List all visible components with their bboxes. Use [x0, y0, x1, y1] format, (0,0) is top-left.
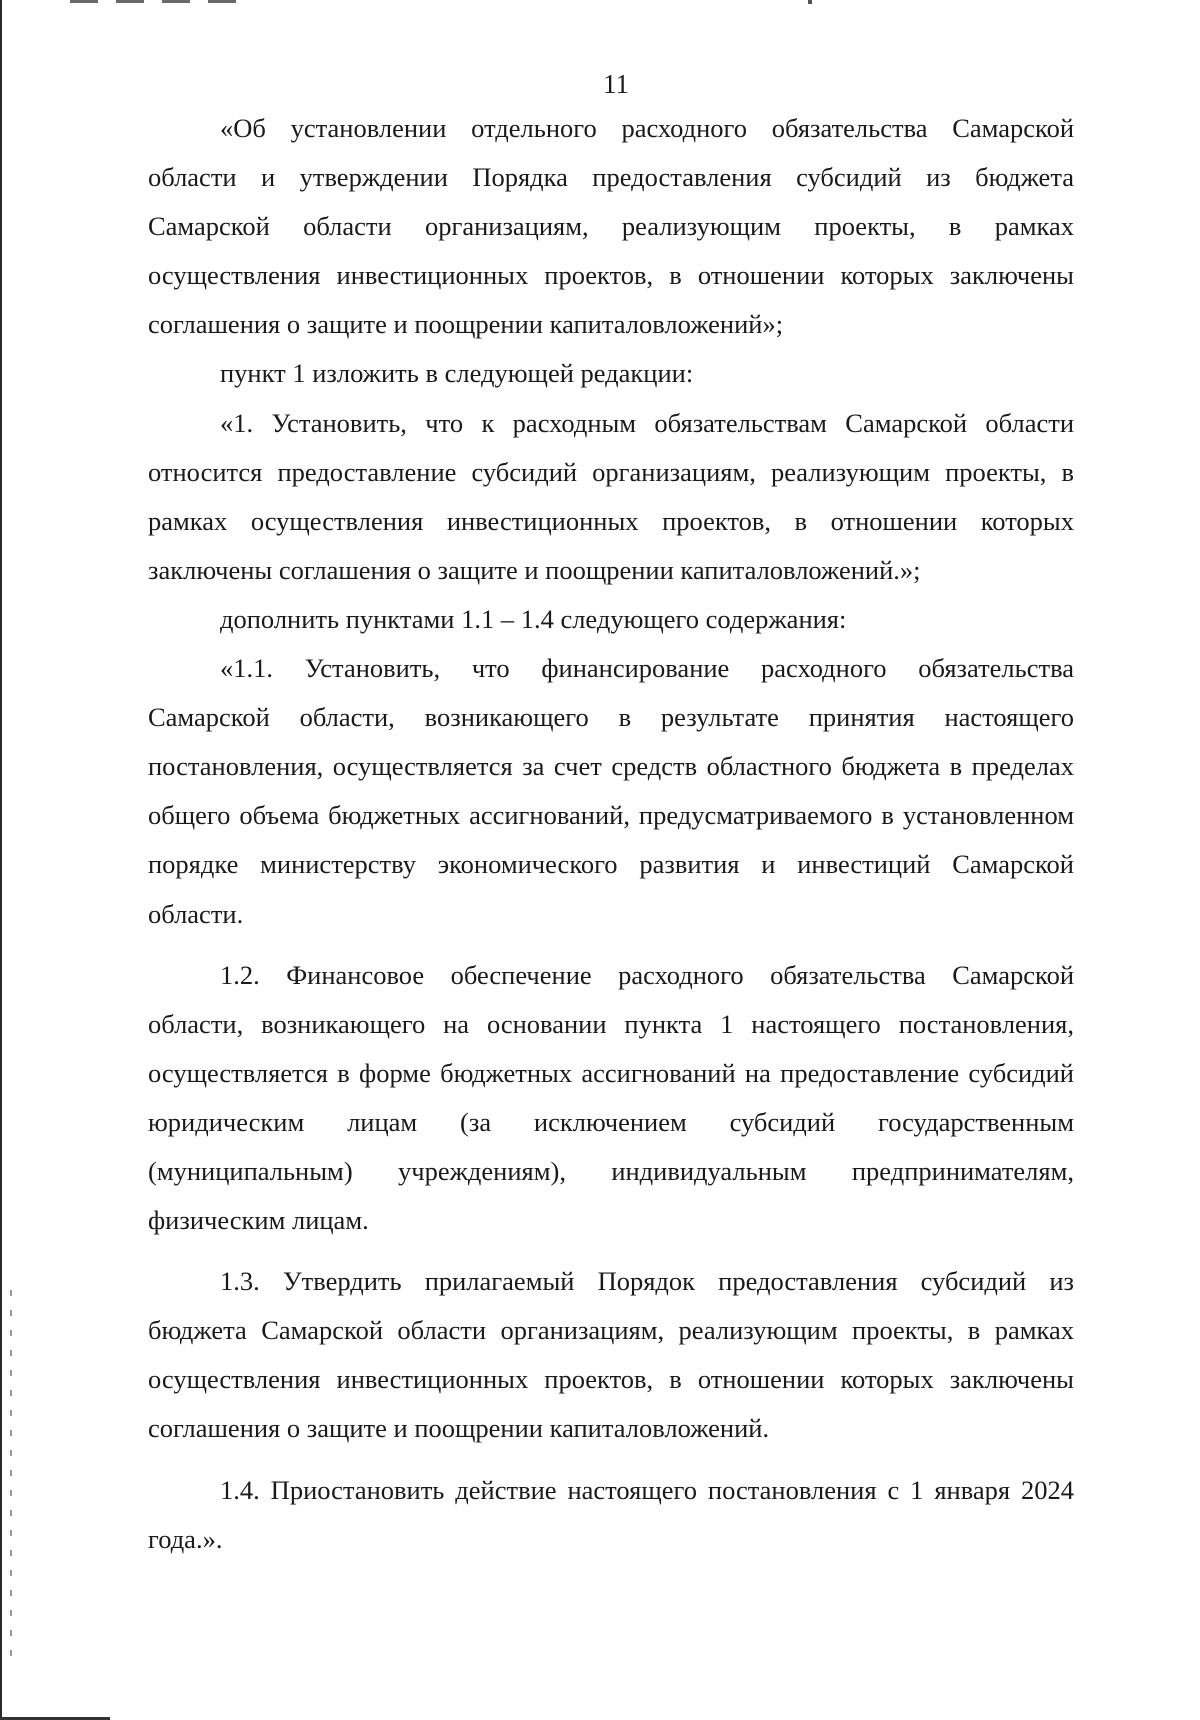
scan-artifact-dot: [808, 0, 812, 4]
paragraph-point-1-2: 1.2. Финансовое обеспечение расходного обязательства Самарской области, возникающего на основании пункта 1 настоящего постановления, осуществляется в форме бюджетных ассигнований на предоставление субсидий юридическим лицам (за исключением субсидий государственным (муниципальным) учреждениям), индивидуальным предпринимателям, физическим лицам.: [148, 959, 1074, 1236]
paragraph-title-quote: «Об установлении отдельного расходного обязательства Самарской области и утверждении Порядка предоставления субсидий из бюджета Самарской области организациям, реализующим проекты, в рамках осуществления инвестиционных проектов, в отношении которых заключены соглашения о защите и поощрении капиталовложений»;: [148, 113, 1074, 340]
scan-artifact-ticks: [10, 1290, 12, 1670]
document-body: [148, 104, 1074, 1564]
scan-edge: [0, 0, 2, 1720]
paragraph-add-points: дополнить пунктами 1.1 – 1.4 следующего содержания:: [220, 603, 847, 634]
scan-artifact-top: [70, 0, 250, 3]
paragraph-point-1-3: 1.3. Утвердить прилагаемый Порядок предоставления субсидий из бюджета Самарской области организациям, реализующим проекты, в рамках осуществления инвестиционных проектов, в отношении которых заключены соглашения о защите и поощрении капиталовложений.: [148, 1266, 1074, 1444]
paragraph-point-1-1: «1.1. Установить, что финансирование расходного обязательства Самарской области, возникающего в результате принятия настоящего постановления, осуществляется за счет средств областного бюджета в пределах общего объема бюджетных ассигнований, предусматриваемого в установленном порядке министерству экономического развития и инвестиций Самарской области.: [148, 653, 1074, 929]
paragraph-point-1-4: 1.4. Приостановить действие настоящего постановления с 1 января 2024 года.».: [148, 1474, 1074, 1554]
page-number: 11: [603, 69, 629, 99]
paragraph-point-1: «1. Установить, что к расходным обязательствам Самарской области относится предоставление субсидий организациям, реализующим проекты, в рамках осуществления инвестиционных проектов, в отношении которых заключены соглашения о защите и поощрении капиталовложений.»;: [148, 407, 1074, 585]
paragraph-amend-point-1: пункт 1 изложить в следующей редакции:: [220, 358, 694, 389]
